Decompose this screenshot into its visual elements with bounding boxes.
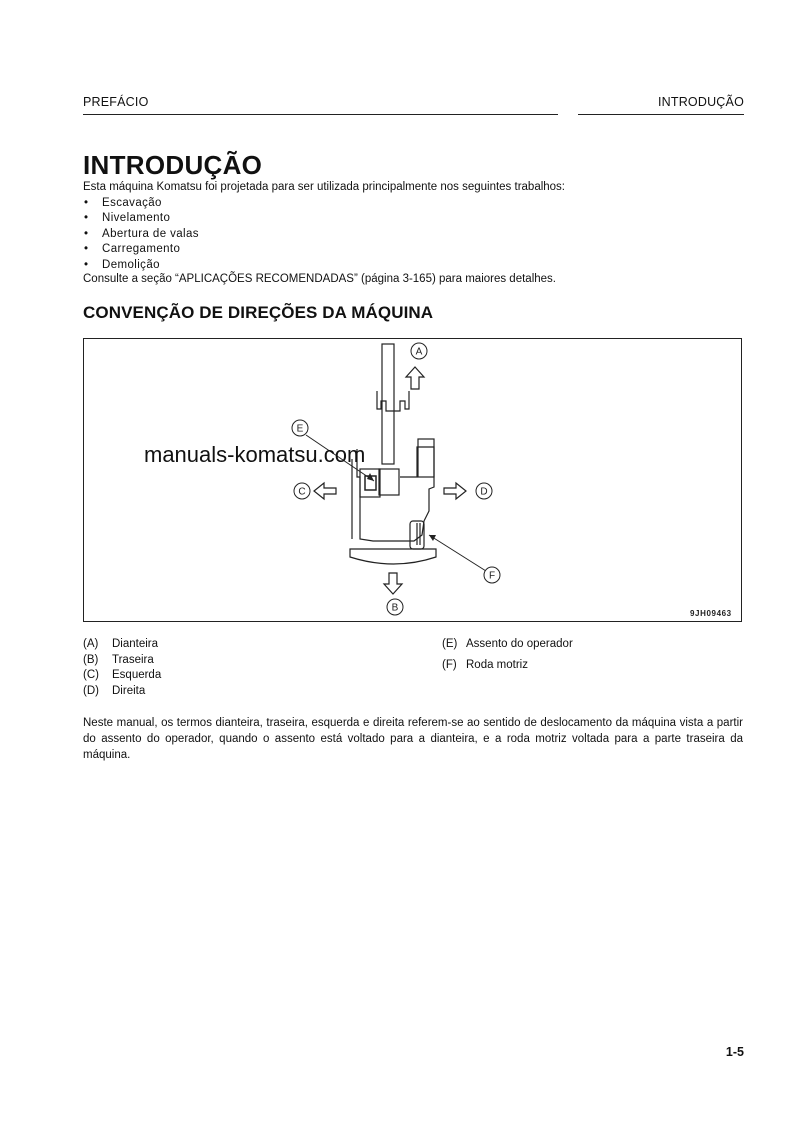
machine-right-housing: [418, 439, 434, 477]
direction-diagram: [83, 338, 742, 622]
intro-note: Consulte a seção “APLICAÇÕES RECOMENDADAS” (página 3-165) para maiores detalhes.: [83, 273, 556, 285]
machine-body: [357, 447, 434, 541]
legend-item: [83, 668, 161, 684]
legend-text: Esquerda: [112, 669, 162, 681]
list-item: • Carregamento: [83, 242, 199, 258]
legend-text: Roda motriz: [466, 658, 528, 671]
watermark: manuals-komatsu.com: [144, 442, 366, 467]
legend-text: Dianteira: [112, 638, 159, 650]
page-number: 1-5: [725, 1045, 744, 1059]
direction-explanation: Neste manual, os termos dianteira, traseira, esquerda e direita referem-se ao sentido de deslocamento da máquina vista a partir do assento do operador, quando o assento está voltado para a dianteira, e a roda motriz voltada para a parte traseira da máquina.: [83, 717, 743, 761]
legend-code: (F): [442, 658, 457, 671]
callout-c: C: [298, 486, 306, 498]
callout-e: E: [296, 423, 304, 435]
arrow-rear: [384, 573, 402, 594]
work-list: [83, 196, 199, 274]
legend-item: [442, 658, 573, 674]
callout-b: B: [391, 602, 399, 614]
header-rule-left: [83, 114, 558, 115]
arrow-left: [314, 483, 336, 499]
legend-text: Direita: [112, 684, 146, 697]
legend-item: [442, 637, 573, 653]
legend-text: Traseira: [112, 653, 154, 666]
list-item: • Abertura de valas: [83, 227, 199, 243]
legend-code: (A): [83, 638, 99, 650]
list-item: • Escavação: [83, 196, 199, 212]
callout-f: F: [488, 570, 496, 582]
legend-code: (B): [83, 653, 99, 666]
page-title: INTRODUÇÃO: [83, 150, 263, 180]
legend-code: (E): [442, 638, 458, 650]
legend-code: (C): [83, 669, 99, 681]
arrow-front: [406, 367, 424, 389]
list-item: • Nivelamento: [83, 211, 199, 227]
figure-code: 9JH09463: [690, 609, 732, 618]
machine-counterweight: [350, 549, 436, 564]
section-title: CONVENÇÃO DE DIREÇÕES DA MÁQUINA: [83, 303, 434, 322]
header-rule-right: [578, 114, 744, 115]
list-item: • Demolição: [83, 258, 199, 274]
legend-code: (D): [83, 684, 99, 697]
intro-lead: Esta máquina Komatsu foi projetada para ser utilizada principalmente nos seguintes trabalhos:: [83, 181, 566, 193]
machine-arm: [382, 344, 394, 464]
legend-item: [83, 653, 161, 669]
machine-arm-joint: [379, 469, 399, 495]
legend-item: [83, 684, 161, 700]
legend-item: [83, 637, 161, 653]
machine-top-view: [84, 339, 743, 623]
callout-d: D: [480, 486, 488, 498]
legend-text: Assento do operador: [466, 638, 573, 650]
header-chapter-label: INTRODUÇÃO: [657, 95, 744, 109]
header-section-label: PREFÁCIO: [83, 95, 149, 109]
arrow-right: [444, 483, 466, 499]
legend-right: [442, 637, 573, 673]
legend-left: [83, 637, 161, 699]
callout-a: A: [415, 346, 423, 358]
